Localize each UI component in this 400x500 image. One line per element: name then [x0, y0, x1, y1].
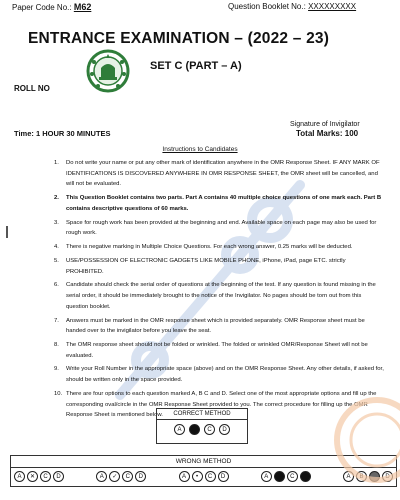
- instruction-item: 4. There is negative marking in Multiple Choice Questions. For each wrong answer, 0.25 marks will be deducted.: [54, 244, 353, 251]
- roll-no-label: ROLL NO: [14, 84, 50, 93]
- instructions-title: Instructions to Candidates: [162, 146, 238, 153]
- instruction-item: 1. Do not write your name or put any other mark of identification anywhere in the OMR Response Sheet. IF ANY MARK OF IDENTIFICATIONS IS DISCOVERED ANYWHERE IN OMR RESPONSE SHEET, the OMR sheet will be cancelled, and will not be evaluated.: [54, 160, 380, 188]
- option-bubble-c: C: [204, 424, 215, 435]
- paper-code-value: M62: [73, 2, 92, 12]
- total-marks: Total Marks: 100: [296, 129, 359, 138]
- page-title: ENTRANCE EXAMINATION – (2022 – 23): [28, 30, 330, 47]
- wrong-example-cross: A ✕ C D: [14, 471, 64, 482]
- wrong-example-tick: A ✓ C D: [96, 471, 146, 482]
- option-bubble-filled: [189, 424, 200, 435]
- correct-method-box: [156, 408, 248, 444]
- wrong-example-dot: A • C D: [179, 471, 229, 482]
- time-allowed: Time: 1 HOUR 30 MINUTES: [14, 129, 111, 138]
- instruction-item: 9. Write your Roll Number in the appropriate space (above) and on the OMR Response Sheet. Any other details, if asked for, should be written only in the space provided.: [54, 366, 384, 384]
- correct-method-example: [157, 420, 247, 435]
- booklet-number-value: XXXXXXXXX: [308, 2, 357, 11]
- paper-code: Paper Code No.: M62: [12, 2, 92, 12]
- option-bubble-a: A: [174, 424, 185, 435]
- booklet-number: Question Booklet No.: XXXXXXXXX: [228, 2, 357, 11]
- instruction-item: 7. Answers must be marked in the OMR response sheet which is provided separately. OMR Response sheet must be handed over to the invigilator before you leave the seat.: [54, 317, 365, 335]
- instruction-item: 10. There are four options to each question marked A, B C and D. Select one of the most appropriate options and fill up the corresponding oval/circle in the OMR Response Sheet provided to you. The correct procedure for filling up the OMR Response Sheet is mentioned below.: [54, 390, 377, 419]
- instruction-item: 5. USE/POSSESSION OF ELECTRONIC GADGETS LIKE MOBILE PHONE, iPhone, iPad, page ETC. strictly PROHIBITED.: [54, 257, 346, 275]
- wrong-example-partial: A B D: [343, 471, 393, 482]
- wrong-example-double: A C: [261, 471, 311, 482]
- crossed-bubble-icon: ✕: [27, 471, 38, 482]
- invigilator-signature-label: Signature of Invigilator: [290, 121, 360, 128]
- seal-icon: [325, 385, 400, 495]
- set-label: SET C (PART – A): [150, 60, 242, 72]
- correct-method-label: CORRECT METHOD: [157, 409, 247, 420]
- instruction-item: 2. This Question Booklet contains two parts. Part A contains 40 multiple choice questions of one mark each. Part B contains descriptive questions of 60 marks.: [54, 195, 382, 212]
- margin-mark: [6, 226, 8, 238]
- dot-bubble-icon: •: [192, 471, 203, 482]
- university-logo-icon: [86, 48, 130, 94]
- instruction-item: 8. The OMR response sheet should not be folded or wrinkled. The folded or wrinkled OMR/Response Sheet will not be evaluated.: [54, 341, 368, 359]
- option-bubble-d: D: [219, 424, 230, 435]
- wrong-method-label: WRONG METHOD: [11, 456, 396, 468]
- tick-bubble-icon: ✓: [109, 471, 120, 482]
- instruction-item: 3. Space for rough work has been provided at the beginning and end. Available space on each page may also be used for rough work.: [54, 219, 377, 237]
- instruction-item: 6. Candidate should check the serial order of questions at the beginning of the test. If any question is found missing in the serial order, it should be immediately brought to the notice of the Invigilator. No pages should be torn out from this question booklet.: [54, 282, 376, 310]
